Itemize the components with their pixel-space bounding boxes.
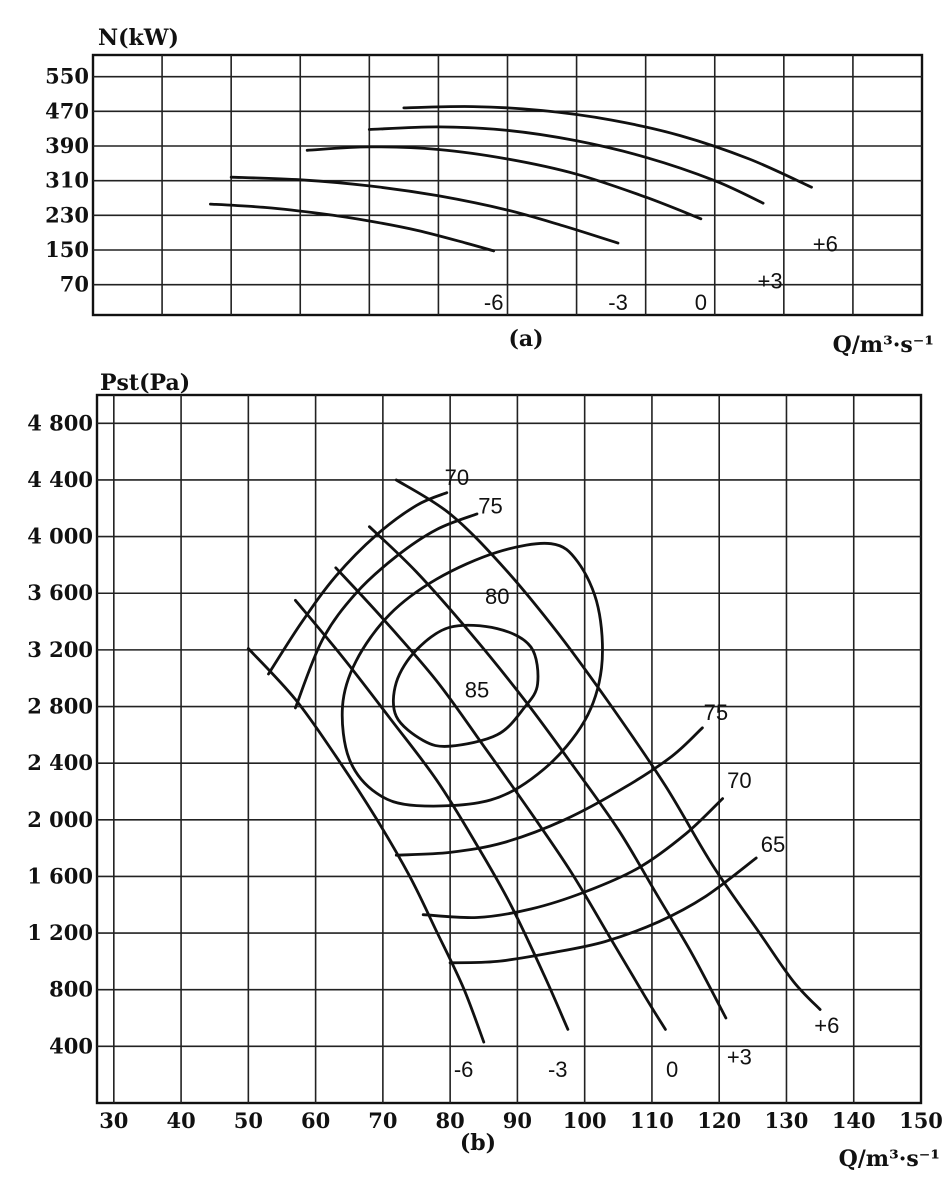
panel-b-grid [97, 395, 921, 1103]
panel-b-ytick-label: 4 400 [27, 466, 93, 492]
panel-a-curve-+3 [369, 127, 763, 203]
panel-b-xtick-label: 100 [562, 1108, 607, 1133]
panel-b-curve-label: 75 [703, 700, 729, 726]
panel-b-curve-label: 0 [665, 1057, 679, 1083]
panel-b-frame [97, 395, 921, 1103]
panel-a-ytick-label: 230 [45, 202, 89, 228]
panel-b-curve-label: +6 [814, 1013, 840, 1039]
panel-b-ytick-label: 3 600 [27, 580, 93, 606]
panel-a-ytick-label: 150 [45, 237, 89, 262]
panel-b-xtick-label: 70 [368, 1108, 398, 1133]
panel-a-curve-label: +6 [812, 231, 838, 257]
panel-b-ytick-label: 4 800 [27, 410, 93, 436]
panel-b-contour-label: 85 [464, 677, 490, 703]
panel-b-caption: (b) [459, 1130, 497, 1156]
panel-a-ytick-label: 70 [59, 271, 89, 297]
panel-b-xtick-label: 50 [233, 1108, 263, 1133]
panel-b-ytick-label: 400 [49, 1033, 93, 1059]
panel-b-curve-eta-65 [450, 858, 756, 963]
panel-b-curve-label: -3 [547, 1057, 568, 1083]
panel-a-ylabel: N(kW) [98, 25, 179, 51]
panel-b-curve-label: -6 [453, 1057, 474, 1083]
panel-a-curve-label: -6 [483, 290, 504, 315]
panel-b-ytick-label: 3 200 [27, 636, 93, 662]
panel-b-pressure-chart [27, 370, 943, 1172]
panel-b-xtick-label: 120 [697, 1108, 742, 1133]
panel-b-ytick-label: 2 000 [27, 806, 93, 832]
panel-b-xtick-label: 30 [99, 1108, 129, 1133]
panel-a-power-chart [45, 25, 934, 358]
panel-a-ytick-label: 390 [45, 133, 89, 158]
panel-b-xtick-label: 90 [502, 1108, 533, 1133]
panel-b-curve-label: +3 [726, 1044, 752, 1070]
panel-b-curve-label: 65 [760, 831, 786, 857]
panel-a-ytick-label: 550 [45, 63, 89, 89]
panel-b-curve-+3 [369, 527, 729, 1018]
panel-b-curve-label: 70 [444, 465, 470, 491]
panel-a-curve-label: 0 [694, 290, 708, 315]
panel-a-curve-label: +3 [757, 268, 783, 294]
panel-b-xlabel: Q/m³·s⁻¹ [838, 1146, 940, 1172]
panel-b-ytick-label: 1 200 [27, 920, 93, 946]
panel-a-xlabel: Q/m³·s⁻¹ [832, 332, 934, 358]
panel-b-xtick-label: 150 [899, 1108, 943, 1133]
panel-b-curves [248, 480, 820, 1042]
panel-b-ylabel: Pst(Pa) [100, 370, 191, 396]
panel-a-labels [45, 64, 838, 315]
panel-b-ytick-label: 1 600 [27, 863, 93, 889]
panel-b-curve--3 [295, 600, 568, 1029]
panel-b-ytick-label: 800 [49, 976, 93, 1002]
panel-b-xtick-label: 130 [764, 1108, 809, 1133]
panel-b-ytick-label: 2 800 [27, 693, 93, 719]
panel-b-ytick-label: 2 400 [27, 750, 93, 776]
panel-b-xtick-label: 140 [831, 1108, 876, 1133]
panel-b-xtick-label: 40 [166, 1108, 196, 1133]
panel-a-ytick-label: 310 [45, 167, 89, 193]
panel-a-curve-label: -3 [608, 290, 628, 315]
panel-b-curve-label: 75 [478, 493, 503, 519]
panel-b-xtick-label: 60 [300, 1108, 331, 1133]
panel-a-curve--6 [210, 204, 493, 251]
panel-b-xtick-label: 80 [435, 1108, 465, 1133]
panel-b-contour-label: 80 [484, 584, 510, 610]
panel-b-curve-label: 70 [727, 768, 752, 794]
panel-b-xtick-label: 110 [630, 1108, 674, 1133]
panel-a-grid [93, 55, 922, 315]
panel-b-contour-eta-80 [342, 543, 602, 806]
panel-a-caption: (a) [508, 326, 544, 352]
panel-a-ytick-label: 470 [45, 98, 89, 124]
panel-b-curve--6 [248, 649, 483, 1043]
panel-b-ytick-label: 4 000 [27, 523, 93, 549]
panel-b-labels [27, 410, 943, 1133]
